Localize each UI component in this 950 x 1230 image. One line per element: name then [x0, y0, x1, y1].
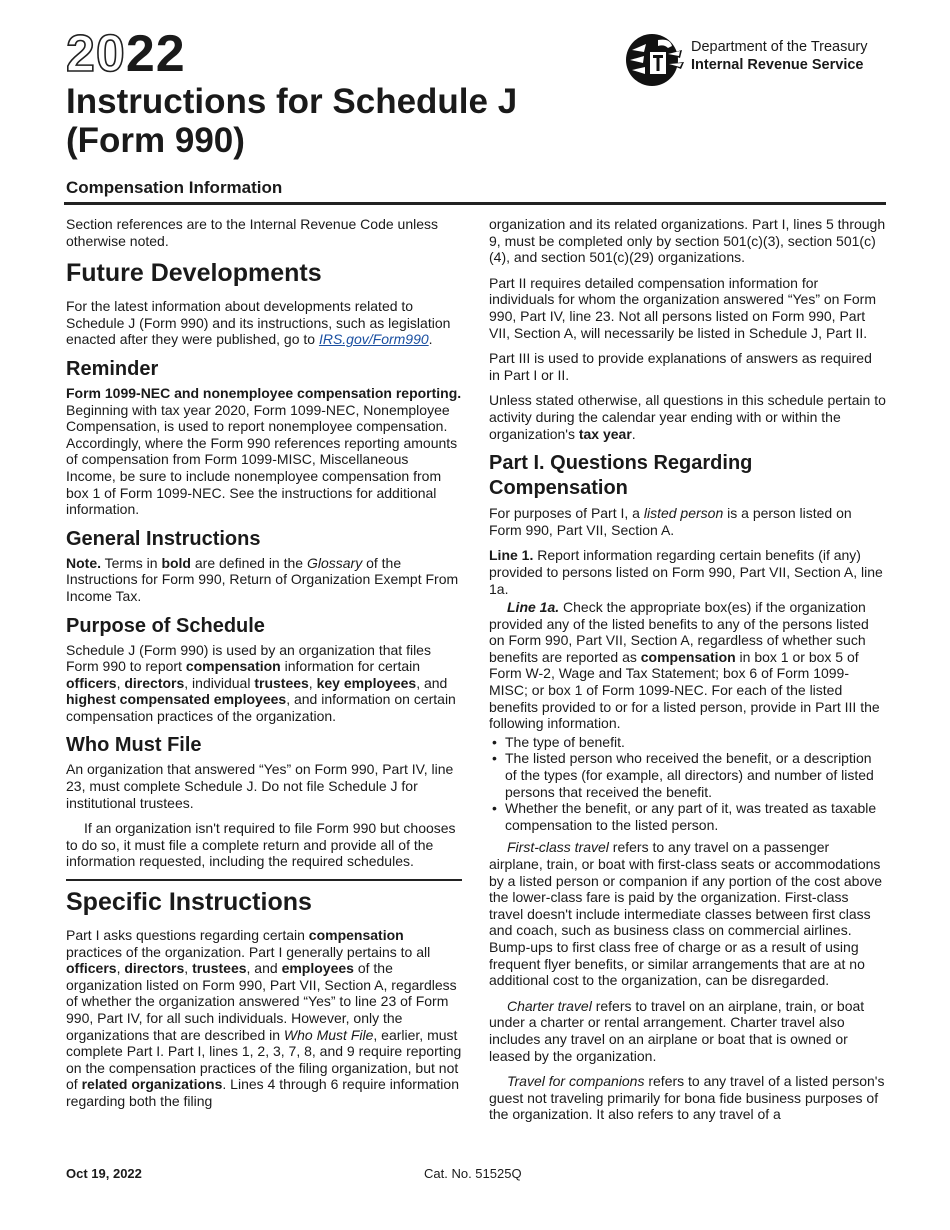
irs-form990-link[interactable]: IRS.gov/Form990: [318, 331, 429, 348]
note-paragraph: Note. Terms in bold are defined in the Glossary of the Instructions for Form 990, Return of Organization Exempt From Income Tax.: [66, 554, 459, 604]
who-must-file-paragraph-1: An organization that answered “Yes” on Form 990, Part IV, line 23, must complete Schedule J. Do not file Schedule J for institutional trustees.: [66, 761, 454, 811]
who-must-file-paragraph-2: If an organization isn't required to file Form 990 but chooses to do so, it must file a complete return and provide all of the information requested, including the required schedules.: [66, 820, 456, 870]
agency-name: [691, 38, 868, 74]
form-year: [66, 24, 186, 84]
benefit-bullet-2: • The listed person who received the benefit, or a description of the types (for example, all directors) and number of listed persons that received the benefit.: [489, 750, 886, 800]
agency-department: Department of the Treasury: [691, 39, 868, 55]
benefit-bullet-3: • Whether the benefit, or any part of it, was treated as taxable compensation to the listed person.: [489, 800, 886, 833]
future-developments-heading: Future Developments: [66, 259, 322, 288]
catalog-number: Cat. No. 51525Q: [424, 1166, 522, 1181]
purpose-paragraph: Schedule J (Form 990) is used by an organization that files Form 990 to report compensation information for certain officers, directors, individual trustees, key employees, and highest compensated employees, and information on certain compensation practices of the organization.: [66, 641, 456, 724]
right-column: [489, 216, 886, 1132]
future-developments-paragraph: For the latest information about developments related to Schedule J (Form 990) and its instructions, such as legislation enacted after they were published, go to IRS.gov/Form990.: [66, 298, 451, 348]
part-iii-paragraph: Part III is used to provide explanations of answers as required in Part I or II.: [489, 350, 872, 383]
year-bold-digits: 22: [125, 25, 186, 83]
header-rule: [64, 202, 886, 205]
line-1-paragraph: Line 1. Report information regarding certain benefits (if any) provided to persons listed on Form 990, Part VII, Section A, line 1a.: [489, 547, 883, 597]
revision-date: Oct 19, 2022: [66, 1166, 142, 1181]
charter-travel-paragraph: Charter travel refers to travel on an airplane, train, or boat under a charter or rental arrangement. Charter travel also includes any travel on an airplane or boat that is owned or leased by the organization.: [489, 997, 865, 1064]
title-line-1: Instructions for Schedule J: [66, 82, 518, 121]
part-i-heading: Part I. Questions Regarding Compensation: [489, 452, 753, 500]
title-line-2: (Form 990): [66, 121, 245, 160]
listed-person-paragraph: For purposes of Part I, a listed person is a person listed on Form 990, Part VII, Section A.: [489, 505, 852, 538]
irs-eagle-logo-icon: [624, 32, 686, 88]
year-outline-digits: 20: [66, 25, 126, 83]
specific-instructions-rule: [66, 879, 462, 881]
benefit-bullet-1: • The type of benefit.: [489, 734, 886, 751]
continued-paragraph: organization and its related organizations. Part I, lines 5 through 9, must be completed only by section 501(c)(3), section 501(c)(4), and section 501(c)(29) organizations.: [489, 216, 886, 266]
part-ii-paragraph: Part II requires detailed compensation information for individuals for whom the organization answered “Yes” on Form 990, Part IV, line 23. Not all persons listed on Form 990, Part VII, Section A, will necessarily be listed in Schedule J, Part II.: [489, 274, 877, 341]
specific-instructions-paragraph: Part I asks questions regarding certain compensation practices of the organization. Part I generally pertains to all officers, directors, trustees, and employees of the organization listed on Form 990, Part VII, Section A, regardless of whether the organization answered “Yes” to line 23 of Form 990, Part IV, for all such individuals. However, only the organizations that are described in Who Must File, earlier, must complete Part I. Part I, lines 1, 2, 3, 7, 8, and 9 require reporting on the compensation practices of the filing organization, but not of related organizations. Lines 4 through 6 require information regarding both the filing: [66, 927, 462, 1109]
line-1a-paragraph: Line 1a. Check the appropriate box(es) if the organization provided any of the listed benefits to any of the persons listed on Form 990, Part VII, Section A, regardless of whether such benefits are reported as compensation in box 1 or box 5 of Form W-2, Wage and Tax Statement; box 6 of Form 1099-MISC; or box 1 of Form 1099-NEC. For each of the listed benefits provided to or for a listed person, provide in Part III the following information.: [489, 599, 880, 732]
page-title: [66, 82, 626, 160]
reminder-paragraph: Form 1099-NEC and nonemployee compensation reporting. Beginning with tax year 2020, Form 1099-NEC, Nonemployee Compensation, is used to report nonemployee compensation. Accordingly, where the Form 990 references reporting amounts of compensation from Form 1099-MISC, Miscellaneous Income, be sure to include nonemployee compensation from box 1 of Form 1099-NEC. See the instructions for additional information.: [66, 384, 462, 518]
reminder-heading: Reminder: [66, 357, 159, 380]
specific-instructions-heading: Specific Instructions: [66, 888, 312, 917]
travel-for-companions-paragraph: Travel for companions refers to any travel of a listed person's guest not traveling primarily for bona fide business purposes of the organization. It also refers to any travel of a: [489, 1073, 885, 1123]
page-subtitle: Compensation Information: [66, 178, 283, 197]
agency-irs: Internal Revenue Service: [691, 57, 864, 73]
left-column: [66, 216, 462, 1119]
who-must-file-heading: Who Must File: [66, 734, 202, 757]
unless-stated-paragraph: Unless stated otherwise, all questions in this schedule pertain to activity during the calendar year ending with or within the organization's tax year.: [489, 392, 886, 442]
first-class-travel-paragraph: First-class travel refers to any travel on a passenger airplane, train, or boat with first-class seats or accommodations by a listed person or companion if any portion of the cost above the lower-class fare is paid by the organization. First-class travel doesn't include intermediate classes between first class and coach, such as business class on commercial airlines. Bump-ups to first class free of charge or as a result of using frequent flyer benefits, or similar arrangements that are at no additional cost to the organization, can be disregarded.: [489, 839, 883, 989]
purpose-of-schedule-heading: Purpose of Schedule: [66, 614, 265, 637]
intro-paragraph: Section references are to the Internal Revenue Code unless otherwise noted.: [66, 216, 439, 249]
general-instructions-heading: General Instructions: [66, 527, 261, 550]
